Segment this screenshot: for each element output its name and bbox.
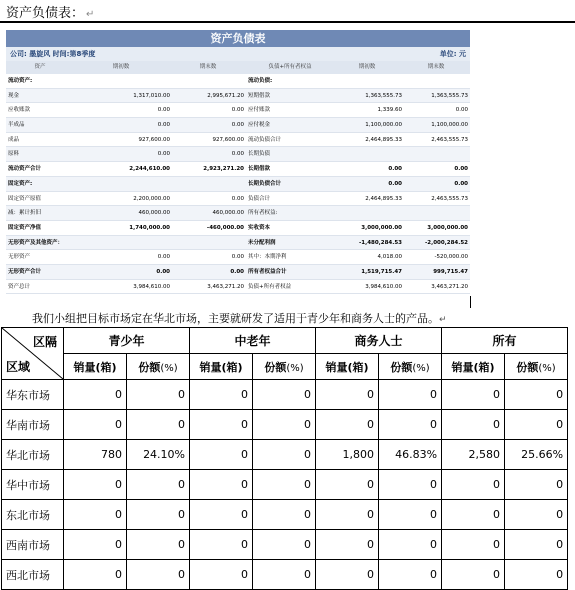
value-cell: 0	[64, 560, 127, 590]
value-cell: 0	[316, 410, 379, 440]
balance-sheet-cell: 460,000.00	[212, 210, 244, 217]
subheader-share-label: 份额	[138, 360, 161, 374]
market-share-table	[1, 327, 568, 590]
region-cell: 华北市场	[2, 440, 64, 470]
balance-sheet-cell: 流动负债:	[248, 78, 273, 84]
table-row	[2, 440, 568, 470]
balance-sheet-cell: 0.00	[388, 166, 402, 173]
value-cell: 0	[64, 410, 127, 440]
balance-sheet-cell: 3,463,271.20	[207, 283, 244, 290]
value-cell: 0	[253, 560, 316, 590]
bs-header-cell: 期初数	[358, 64, 376, 70]
balance-sheet-cell: 所有者权益:	[248, 210, 278, 217]
balance-sheet-cell: 0.00	[230, 268, 244, 275]
table-row	[2, 470, 568, 500]
value-cell: 0	[379, 560, 442, 590]
balance-sheet-cell: -460,000.00	[206, 224, 244, 231]
balance-sheet-cell: 半成品	[8, 122, 25, 129]
value-cell: 0	[253, 410, 316, 440]
balance-sheet-rows	[6, 74, 470, 294]
paragraph-mark-icon: ↵	[86, 9, 95, 20]
balance-sheet-cell: 2,463,555.73	[431, 136, 468, 143]
balance-sheet-cell: 0.00	[157, 151, 170, 158]
value-cell: 0	[316, 560, 379, 590]
balance-sheet-cell: 2,464,895.33	[365, 195, 402, 202]
subheader-share-label: 份额	[390, 360, 413, 374]
value-cell: 0	[253, 530, 316, 560]
balance-sheet-cell: 0.00	[454, 180, 468, 187]
balance-sheet-cell: 原料	[8, 151, 20, 158]
value-cell: 0	[316, 470, 379, 500]
balance-sheet-cell: 460,000.00	[138, 210, 170, 217]
group-header-all: 所有	[442, 328, 568, 354]
value-cell: 0	[190, 440, 253, 470]
subheader-share-unit: (%)	[538, 362, 556, 374]
balance-sheet-cell: 所有者权益合计	[248, 268, 287, 275]
balance-sheet-cell: 999,715.47	[433, 268, 468, 275]
balance-sheet-cell: 短期借款	[248, 92, 271, 99]
value-cell: 0	[127, 470, 190, 500]
balance-sheet-cell	[172, 236, 246, 250]
subheader-volume: 销量(箱)	[64, 354, 127, 380]
balance-sheet-cell: 固定资产净值	[8, 224, 42, 231]
value-cell: 0	[316, 500, 379, 530]
corner-label-region: 区域	[6, 360, 31, 374]
balance-sheet-cell: 2,923,271.20	[203, 166, 244, 173]
group-header-business: 商务人士	[316, 328, 442, 354]
value-cell: 0	[127, 560, 190, 590]
balance-sheet-cell: 成品	[8, 136, 20, 143]
value-cell: 0	[253, 440, 316, 470]
balance-sheet-cell: 3,984,610.00	[133, 283, 170, 290]
balance-sheet-cell: 927,600.00	[138, 136, 170, 143]
balance-sheet-cell: 应付账款	[248, 107, 271, 114]
balance-sheet-cell: 应收账款	[8, 107, 31, 114]
balance-sheet-cell	[72, 74, 172, 88]
paragraph-text: 我们小组把目标市场定在华北市场，主要就研发了适用于青少年和商务人士的产品。	[32, 312, 439, 325]
balance-sheet-cell: 负债+所有者权益	[248, 283, 292, 290]
value-cell: 780	[64, 440, 127, 470]
group-header-youth: 青少年	[64, 328, 190, 354]
balance-sheet-cell: 负债合计	[248, 195, 271, 202]
balance-sheet-cell: -1,480,284.53	[359, 239, 402, 246]
bs-header-cell: 期初数	[112, 64, 130, 70]
value-cell: 2,580	[442, 440, 505, 470]
heading-text: 资产负债表：	[6, 6, 85, 21]
value-cell: 0	[442, 500, 505, 530]
balance-sheet-cell: 2,200,000.00	[133, 195, 170, 202]
value-cell: 0	[190, 410, 253, 440]
balance-sheet-cell: 1,100,000.00	[365, 122, 402, 129]
balance-sheet-cell: 3,000,000.00	[361, 224, 402, 231]
balance-sheet-cell	[332, 74, 404, 88]
balance-sheet-cell: 长期负债	[248, 151, 271, 158]
balance-sheet-cell: 927,600.00	[212, 136, 244, 143]
bs-header-cell: 期末数	[427, 64, 445, 70]
bs-header-cell: 资产	[34, 64, 46, 70]
table-row	[2, 500, 568, 530]
subheader-volume: 销量(箱)	[190, 354, 253, 380]
subheader-share	[253, 354, 316, 380]
balance-sheet-cell	[72, 177, 172, 191]
balance-sheet-cell: 3,463,271.20	[431, 283, 468, 290]
balance-sheet-row	[6, 133, 470, 148]
value-cell: 0	[64, 530, 127, 560]
region-cell: 华中市场	[2, 470, 64, 500]
balance-sheet-cell: 1,363,555.73	[365, 92, 402, 99]
body-paragraph	[32, 310, 447, 326]
value-cell: 24.10%	[127, 440, 190, 470]
table-row	[2, 560, 568, 590]
region-cell: 华南市场	[2, 410, 64, 440]
subheader-share-label: 份额	[516, 360, 539, 374]
balance-sheet-cell: 2,464,895.33	[365, 136, 402, 143]
subheader-volume: 销量(箱)	[442, 354, 505, 380]
subheader-share	[127, 354, 190, 380]
subheader-share-unit: (%)	[412, 362, 430, 374]
balance-sheet-cell: 0.00	[231, 254, 244, 261]
value-cell: 0	[127, 530, 190, 560]
balance-sheet-cell: -520,000.00	[434, 254, 468, 261]
balance-sheet-company: 公司: 墨旋风 时间:第8季度	[10, 50, 96, 58]
value-cell: 0	[442, 470, 505, 500]
balance-sheet-cell: 应付税金	[248, 122, 271, 129]
balance-sheet-row	[6, 250, 470, 265]
balance-sheet-title: 资产负债表	[6, 30, 470, 47]
balance-sheet-cell	[72, 236, 172, 250]
value-cell: 0	[505, 410, 568, 440]
balance-sheet-cell: 1,740,000.00	[129, 224, 170, 231]
value-cell: 0	[127, 410, 190, 440]
table-row	[2, 410, 568, 440]
value-cell: 0	[190, 560, 253, 590]
balance-sheet-cell: 0.00	[157, 122, 170, 129]
value-cell: 0	[64, 380, 127, 410]
balance-sheet-header-row	[6, 61, 470, 74]
balance-sheet-cell	[172, 177, 246, 191]
balance-sheet-cell: 0.00	[454, 166, 468, 173]
balance-sheet-cell: 现金	[8, 92, 20, 99]
value-cell: 0	[190, 470, 253, 500]
group-header-elderly: 中老年	[190, 328, 316, 354]
balance-sheet-row	[6, 162, 470, 177]
balance-sheet-row	[6, 147, 470, 162]
balance-sheet-cell: 流动负债合计	[248, 136, 282, 143]
balance-sheet-cell: -2,000,284.52	[425, 239, 468, 246]
value-cell: 0	[190, 380, 253, 410]
value-cell: 0	[505, 470, 568, 500]
balance-sheet-row	[6, 192, 470, 207]
balance-sheet-cell: 减：累计折旧	[8, 210, 42, 217]
value-cell: 0	[379, 500, 442, 530]
balance-sheet-row	[6, 89, 470, 104]
subheader-share-label: 份额	[264, 360, 287, 374]
subheader-share-unit: (%)	[160, 362, 178, 374]
balance-sheet-cell: 长期借款	[248, 166, 271, 173]
balance-sheet-cell: 0.00	[156, 268, 170, 275]
balance-sheet-cell: 0.00	[231, 122, 244, 129]
table-row	[2, 380, 568, 410]
balance-sheet-cell: 3,000,000.00	[427, 224, 468, 231]
value-cell: 0	[379, 530, 442, 560]
balance-sheet-cell: 未分配利润	[248, 239, 276, 246]
region-cell: 西南市场	[2, 530, 64, 560]
balance-sheet-cell: 0.00	[231, 151, 244, 158]
value-cell: 0	[64, 500, 127, 530]
value-cell: 0	[505, 530, 568, 560]
balance-sheet-cell: 2,244,610.00	[129, 166, 170, 173]
balance-sheet-cell: 无形资产	[8, 254, 31, 261]
value-cell: 0	[505, 500, 568, 530]
value-cell: 0	[379, 410, 442, 440]
region-cell: 东北市场	[2, 500, 64, 530]
value-cell: 0	[316, 530, 379, 560]
balance-sheet-cell: 实收资本	[248, 224, 271, 231]
subheader-share	[379, 354, 442, 380]
value-cell: 0	[190, 530, 253, 560]
value-cell: 0	[442, 560, 505, 590]
balance-sheet-row	[6, 265, 470, 280]
balance-sheet-meta	[6, 47, 470, 61]
value-cell: 25.66%	[505, 440, 568, 470]
balance-sheet-cell: 0.00	[157, 107, 170, 114]
region-cell: 华东市场	[2, 380, 64, 410]
balance-sheet-cell: 0.00	[388, 180, 402, 187]
balance-sheet-cell: 无形资产合计	[8, 268, 42, 275]
value-cell: 0	[190, 500, 253, 530]
value-cell: 46.83%	[379, 440, 442, 470]
balance-sheet-cell	[332, 147, 404, 161]
balance-sheet-cell: 无形资产及其他资产：	[8, 239, 64, 246]
value-cell: 0	[253, 500, 316, 530]
value-cell: 0	[253, 380, 316, 410]
balance-sheet-row	[6, 206, 470, 221]
subheader-share	[505, 354, 568, 380]
document-heading	[6, 2, 94, 21]
bs-header-cell: 期末数	[199, 64, 217, 70]
table-row	[2, 530, 568, 560]
balance-sheet-cell: 0.00	[231, 195, 244, 202]
paragraph-mark-icon: ↵	[439, 315, 447, 325]
balance-sheet-cell: 1,317,010.00	[133, 92, 170, 99]
balance-sheet-cell: 流动资产:	[8, 78, 33, 84]
balance-sheet-cell	[332, 206, 404, 220]
region-cell: 西北市场	[2, 560, 64, 590]
balance-sheet-image	[6, 30, 470, 306]
balance-sheet-cell: 1,100,000.00	[431, 122, 468, 129]
value-cell: 0	[64, 470, 127, 500]
balance-sheet-cell: 资产总计	[8, 283, 31, 290]
balance-sheet-cell: 1,519,715.47	[361, 268, 402, 275]
value-cell: 0	[253, 470, 316, 500]
balance-sheet-cell: 其中：本期净利	[248, 254, 287, 261]
subheader-share-unit: (%)	[286, 362, 304, 374]
balance-sheet-cell: 1,339.60	[377, 107, 402, 114]
balance-sheet-cell: 0.00	[455, 107, 468, 114]
balance-sheet-cell: 0.00	[231, 107, 244, 114]
balance-sheet-cell: 2,995,671.20	[207, 92, 244, 99]
corner-label-segment: 区隔	[32, 335, 57, 349]
heading-rule	[0, 21, 575, 23]
balance-sheet-cell: 长期负债合计	[248, 180, 282, 187]
value-cell: 0	[505, 560, 568, 590]
balance-sheet-cell: 流动资产合计	[8, 166, 42, 173]
balance-sheet-cell	[172, 74, 246, 88]
value-cell: 0	[379, 380, 442, 410]
subheader-volume: 销量(箱)	[316, 354, 379, 380]
balance-sheet-cell	[404, 74, 470, 88]
balance-sheet-cell: 3,984,610.00	[365, 283, 402, 290]
value-cell: 0	[127, 500, 190, 530]
bs-header-cell: 负债+所有者权益	[268, 64, 312, 70]
balance-sheet-cell: 4,018.00	[377, 254, 402, 261]
balance-sheet-row	[6, 103, 470, 118]
balance-sheet-cell: 固定资产原值	[8, 195, 42, 202]
balance-sheet-unit: 单位: 元	[439, 50, 466, 58]
balance-sheet-cell: 0.00	[157, 254, 170, 261]
table-corner-cell	[2, 328, 64, 380]
balance-sheet-cell: 1,363,555.73	[431, 92, 468, 99]
value-cell: 0	[379, 470, 442, 500]
value-cell: 0	[442, 410, 505, 440]
balance-sheet-row	[6, 74, 470, 89]
balance-sheet-cell: 固定资产:	[8, 180, 33, 187]
value-cell: 0	[505, 380, 568, 410]
balance-sheet-row	[6, 236, 470, 251]
value-cell: 0	[442, 380, 505, 410]
balance-sheet-row	[6, 177, 470, 192]
balance-sheet-cell	[404, 206, 470, 220]
text-cursor	[470, 296, 471, 308]
value-cell: 0	[442, 530, 505, 560]
balance-sheet-row	[6, 118, 470, 133]
value-cell: 0	[316, 380, 379, 410]
balance-sheet-cell: 2,463,555.73	[431, 195, 468, 202]
value-cell: 1,800	[316, 440, 379, 470]
balance-sheet-row	[6, 280, 470, 295]
balance-sheet-row	[6, 221, 470, 236]
value-cell: 0	[127, 380, 190, 410]
balance-sheet-cell	[404, 147, 470, 161]
